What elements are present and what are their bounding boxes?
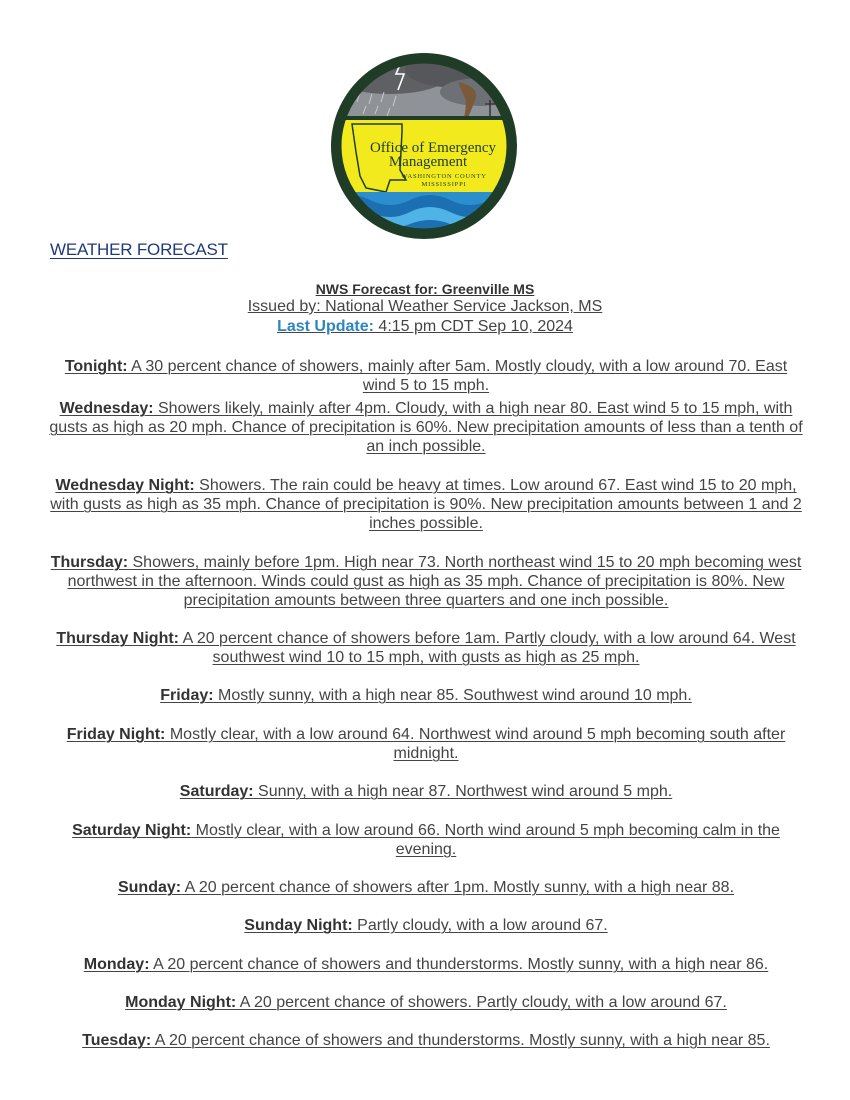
forecast-text: A 20 percent chance of showers and thunderstorms. Mostly sunny, with a high near 85. [151, 1032, 770, 1049]
forecast-text: Showers, mainly before 1pm. High near 73. North northeast wind 15 to 20 mph becoming west northwest in the afternoon. Winds could gust as high as 35 mph. Chance of precipitation is 80%. New precipitation amounts between three quarters and one inch possible. [67, 554, 802, 609]
forecast-day: Tuesday: [82, 1032, 152, 1049]
forecast-day: Tonight: [64, 358, 128, 375]
forecast-text: A 20 percent chance of showers after 1pm. Mostly sunny, with a high near 88. [181, 879, 735, 896]
nws-forecast-title[interactable]: NWS Forecast for: Greenville MS [315, 281, 535, 297]
forecast-period[interactable] [48, 629, 804, 667]
logo-line3: WASHINGTON COUNTY [401, 173, 487, 180]
forecast-text: A 20 percent chance of showers before 1am. Partly cloudy, with a low around 64. West southwest wind 10 to 15 mph, with gusts as high as 25 mph. [179, 630, 796, 666]
forecast-day: Monday Night: [125, 994, 237, 1011]
forecast-day: Saturday Night: [72, 822, 192, 839]
forecast-text: Sunny, with a high near 87. Northwest wind around 5 mph. [253, 783, 673, 800]
forecast-period[interactable] [48, 878, 804, 897]
last-update-value: 4:15 pm CDT Sep 10, 2024 [373, 318, 573, 335]
forecast-day: Thursday: [50, 554, 129, 571]
forecast-text: Mostly clear, with a low around 64. Northwest wind around 5 mph becoming south after midnight. [165, 726, 786, 762]
logo-line1: Office of Emergency [369, 140, 497, 156]
forecast-period[interactable] [48, 782, 804, 801]
forecast-day: Monday: [83, 956, 150, 973]
forecast-text: Showers likely, mainly after 4pm. Cloudy, with a high near 80. East wind 5 to 15 mph, with gusts as high as 20 mph. Chance of precipitation is 60%. New precipitation amounts of less than a tenth of an inch possible. [49, 400, 803, 455]
issued-by[interactable]: Issued by: National Weather Service Jackson, MS [247, 298, 603, 315]
forecast-text: A 20 percent chance of showers. Partly cloudy, with a low around 67. [236, 994, 727, 1011]
last-update-label: Last Update: [277, 318, 374, 335]
forecast-day: Wednesday Night: [55, 477, 195, 494]
forecast-day: Saturday: [179, 783, 254, 800]
forecast-text: Partly cloudy, with a low around 67. [352, 917, 608, 934]
forecast-text: Mostly sunny, with a high near 85. Southwest wind around 10 mph. [213, 687, 692, 704]
forecast-text: A 30 percent chance of showers, mainly after 5am. Mostly cloudy, with a low around 70. East wind 5 to 15 mph. [127, 358, 788, 394]
forecast-period[interactable] [48, 993, 804, 1012]
forecast-text: A 20 percent chance of showers and thunderstorms. Mostly sunny, with a high near 86. [149, 956, 769, 973]
forecast-day: Friday: [160, 687, 214, 704]
forecast-period[interactable] [48, 357, 804, 395]
forecast-text: Showers. The rain could be heavy at times. Low around 67. East wind 15 to 20 mph, with gusts as high as 35 mph. Chance of precipitation is 90%. New precipitation amounts between 1 and 2 inches possible. [50, 477, 802, 532]
forecast-period[interactable] [48, 686, 804, 705]
forecast-day: Friday Night: [66, 726, 166, 743]
weather-forecast-heading[interactable]: WEATHER FORECAST [50, 240, 228, 259]
logo-line4: MISSISSIPPI [421, 181, 467, 188]
forecast-period[interactable] [48, 955, 804, 974]
forecast-period[interactable] [48, 821, 804, 859]
forecast-period[interactable] [48, 1031, 804, 1050]
forecast-period[interactable] [48, 725, 804, 763]
logo-line2: Management [388, 154, 468, 170]
oem-logo [330, 52, 518, 240]
forecast-day: Thursday Night: [56, 630, 180, 647]
forecast-period[interactable] [48, 476, 804, 533]
forecast-period[interactable] [48, 553, 804, 610]
forecast-period[interactable] [48, 916, 804, 935]
forecast-day: Sunday: [117, 879, 182, 896]
forecast-day: Sunday Night: [244, 917, 353, 934]
forecast-period[interactable] [48, 399, 804, 456]
forecast-text: Mostly clear, with a low around 66. North wind around 5 mph becoming calm in the evening. [191, 822, 780, 858]
forecast-day: Wednesday: [59, 400, 154, 417]
last-update[interactable] [0, 318, 850, 336]
